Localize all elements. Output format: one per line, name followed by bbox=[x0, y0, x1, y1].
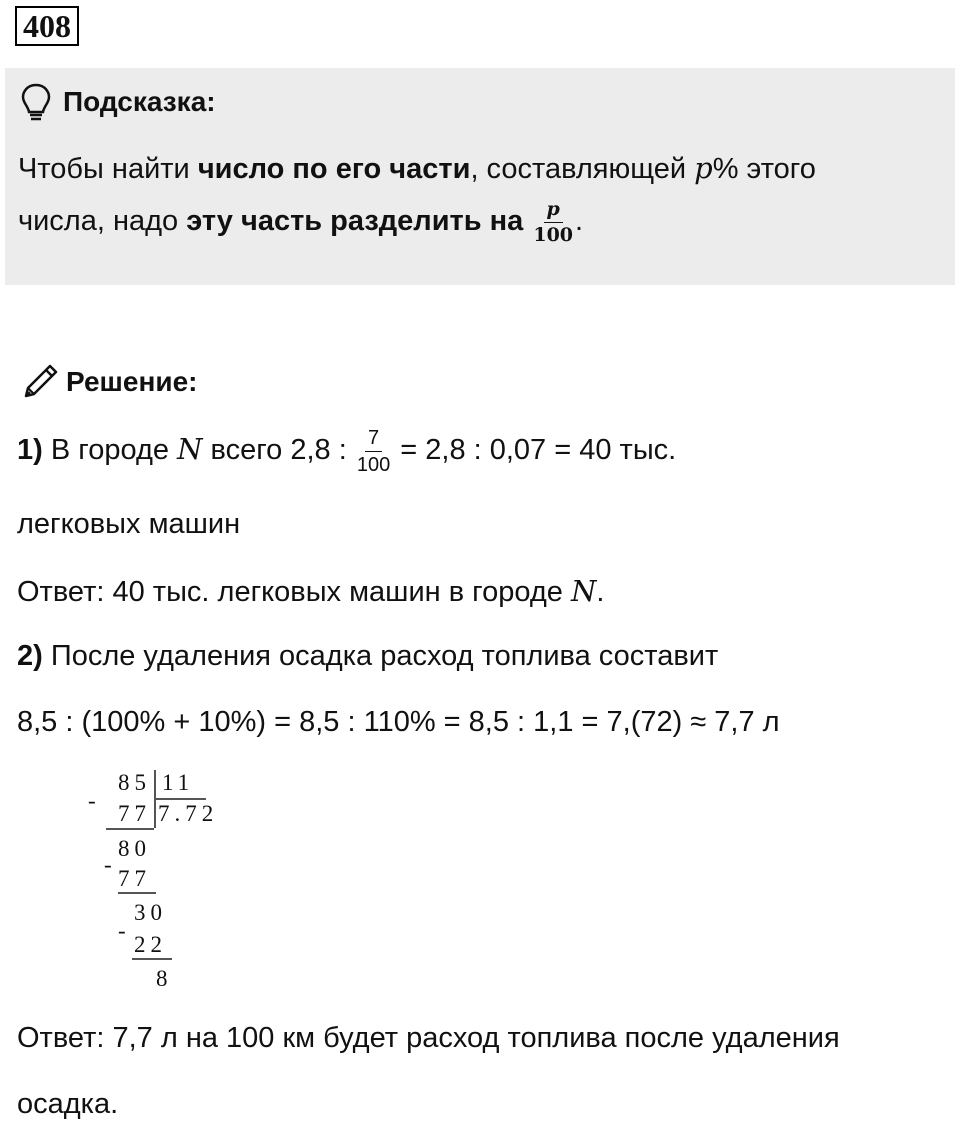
lightbulb-icon bbox=[19, 82, 53, 122]
fraction-numerator: p bbox=[544, 200, 563, 223]
division-remainder-3: 8 bbox=[156, 966, 173, 991]
step-fraction bbox=[357, 428, 390, 475]
step-number: 1) bbox=[17, 434, 43, 467]
minus-sign: - bbox=[118, 918, 131, 943]
solution-step-1-cont: легковых машин bbox=[17, 508, 241, 540]
division-subtrahend-1: 77 bbox=[118, 801, 151, 826]
fraction-denominator: 100 bbox=[533, 223, 574, 246]
hint-text-part: , составляющей bbox=[470, 153, 695, 185]
step-text: всего 2,8 : bbox=[202, 434, 355, 467]
hint-bold-phrase: эту часть разделить на bbox=[186, 205, 532, 237]
hint-header bbox=[19, 82, 216, 122]
solution-step-2 bbox=[17, 640, 718, 673]
division-subtrahend-2: 77 bbox=[118, 866, 151, 891]
division-divisor: 11 bbox=[162, 770, 195, 795]
pencil-icon bbox=[18, 360, 62, 404]
solution-header bbox=[18, 360, 197, 404]
division-quotient: 7.72 bbox=[158, 801, 219, 826]
minus-sign: - bbox=[88, 788, 101, 813]
answer-text: Ответ: 40 тыс. легковых машин в городе bbox=[17, 576, 571, 608]
division-subtrahend-3: 22 bbox=[134, 932, 167, 957]
variable-n: N bbox=[177, 432, 203, 467]
solution-title: Решение: bbox=[66, 366, 198, 397]
hint-box bbox=[5, 68, 955, 285]
division-divisor-line bbox=[154, 798, 206, 800]
hint-variable-p: p bbox=[694, 151, 713, 185]
division-line-1 bbox=[106, 828, 154, 830]
fraction-denominator: 100 bbox=[356, 454, 391, 476]
hint-bold-phrase: число по его части bbox=[197, 153, 471, 185]
answer-1 bbox=[17, 574, 604, 609]
division-line-3 bbox=[132, 958, 172, 960]
division-dividend: 85 bbox=[118, 770, 151, 795]
solution-step-2-formula: 8,5 : (100% + 10%) = 8,5 : 110% = 8,5 : 1,1 = 7,(72) ≈ 7,7 л bbox=[17, 706, 780, 738]
task-number: 408 bbox=[15, 6, 79, 46]
step-text: = 2,8 : 0,07 = 40 тыс. bbox=[392, 434, 677, 467]
step-text: В городе bbox=[42, 434, 178, 467]
hint-text-part: . bbox=[575, 205, 584, 237]
answer-2: Ответ: 7,7 л на 100 км будет расход топлива после удаления bbox=[17, 1022, 840, 1054]
hint-text-part: % этого bbox=[712, 153, 816, 185]
hint-text-part: Чтобы найти bbox=[18, 153, 198, 185]
variable-n: N bbox=[570, 574, 597, 608]
answer-2-cont: осадка. bbox=[17, 1088, 119, 1120]
division-remainder-1: 80 bbox=[118, 836, 151, 861]
hint-fraction bbox=[533, 197, 574, 246]
hint-title: Подсказка: bbox=[63, 86, 216, 117]
solution-step-1 bbox=[17, 428, 676, 475]
step-text: После удаления осадка расход топлива составит bbox=[42, 640, 719, 672]
hint-text-part: числа, надо bbox=[18, 205, 187, 237]
fraction-numerator: 7 bbox=[365, 428, 382, 452]
minus-sign: - bbox=[104, 852, 117, 877]
answer-text: . bbox=[596, 576, 605, 608]
hint-text bbox=[18, 142, 948, 247]
division-line-2 bbox=[118, 892, 156, 894]
step-number: 2) bbox=[17, 640, 43, 672]
division-remainder-2: 30 bbox=[134, 900, 167, 925]
